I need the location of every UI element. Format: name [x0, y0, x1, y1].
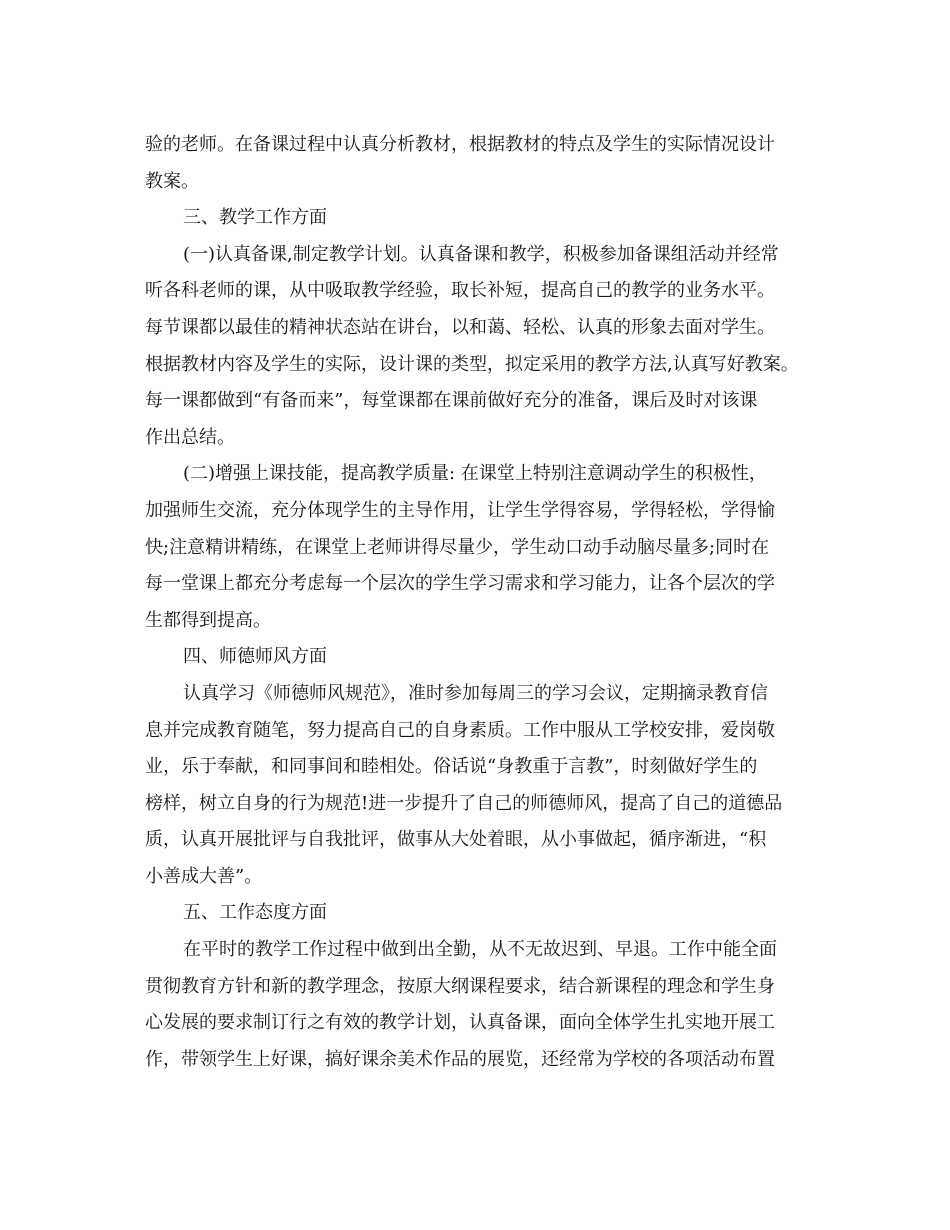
text-line: 生都得到提高。 — [145, 609, 271, 631]
text-line: 榜样，树立自身的行为规范!进一步提升了自己的师德师风，提高了自己的道德品 — [145, 792, 783, 814]
text-line: 在平时的教学工作过程中做到出全勤，从不无故迟到、早退。工作中能全面 — [183, 939, 777, 961]
text-line: 验的老师。在备课过程中认真分析教材，根据教材的特点及学生的实际情况设计 — [145, 134, 775, 155]
text-line: 快;注意精讲精练，在课堂上老师讲得尽量少，学生动口动手动脑尽量多;同时在 — [145, 536, 770, 558]
text-line: 业，乐于奉献，和同事间和睦相处。俗话说“身教重于言教”，时刻做好学生的 — [145, 756, 758, 778]
document-body — [145, 127, 815, 1078]
text-line: (二)增强上课技能，提高教学质量: 在课堂上特别注意调动学生的积极性， — [183, 463, 767, 485]
text-line: 小善成大善”。 — [145, 865, 263, 887]
text-line: 息并完成教育随笔，努力提高自己的自身素质。工作中服从工学校安排，爱岗敬 — [145, 719, 775, 741]
text-line: 质，认真开展批评与自我批评，做事从大处着眼，从小事做起，循序渐进，“积 — [145, 829, 767, 851]
text-line: 认真学习《师德师风规范》，准时参加每周三的学习会议，定期摘录教育信 — [183, 682, 768, 704]
text-line: 教案。 — [145, 170, 199, 192]
text-line: 作出总结。 — [145, 426, 235, 448]
section-heading: 三、教学工作方面 — [183, 207, 327, 229]
text-line: 每一堂课上都充分考虑每一个层次的学生学习需求和学习能力，让各个层次的学 — [145, 573, 775, 595]
section-heading: 四、师德师风方面 — [183, 646, 327, 668]
text-line: 贯彻教育方针和新的教学理念，按原大纲课程要求，结合新课程的理念和学生身 — [145, 975, 775, 997]
text-line: 作，带领学生上好课，搞好课余美术作品的展览，还经常为学校的各项活动布置 — [145, 1048, 775, 1070]
text-line: 根据教材内容及学生的实际，设计课的类型，拟定采用的教学方法,认真写好教案。 — [145, 353, 799, 375]
text-line: 每节课都以最佳的精神状态站在讲台，以和蔼、轻松、认真的形象去面对学生。 — [145, 316, 775, 338]
text-line: 心发展的要求制订行之有效的教学计划，认真备课，面向全体学生扎实地开展工 — [145, 1012, 775, 1034]
text-line: 每一课都做到“有备而来”，每堂课都在课前做好充分的准备，课后及时对该课 — [145, 390, 758, 412]
section-heading: 五、工作态度方面 — [183, 902, 327, 924]
text-line: 听各科老师的课，从中吸取教学经验，取长补短，提高自己的教学的业务水平。 — [145, 280, 775, 302]
text-line: 加强师生交流，充分体现学生的主导作用，让学生学得容易，学得轻松，学得愉 — [145, 499, 775, 521]
text-line: (一)认真备课,制定教学计划。认真备课和教学，积极参加备课组活动并经常 — [183, 243, 779, 265]
